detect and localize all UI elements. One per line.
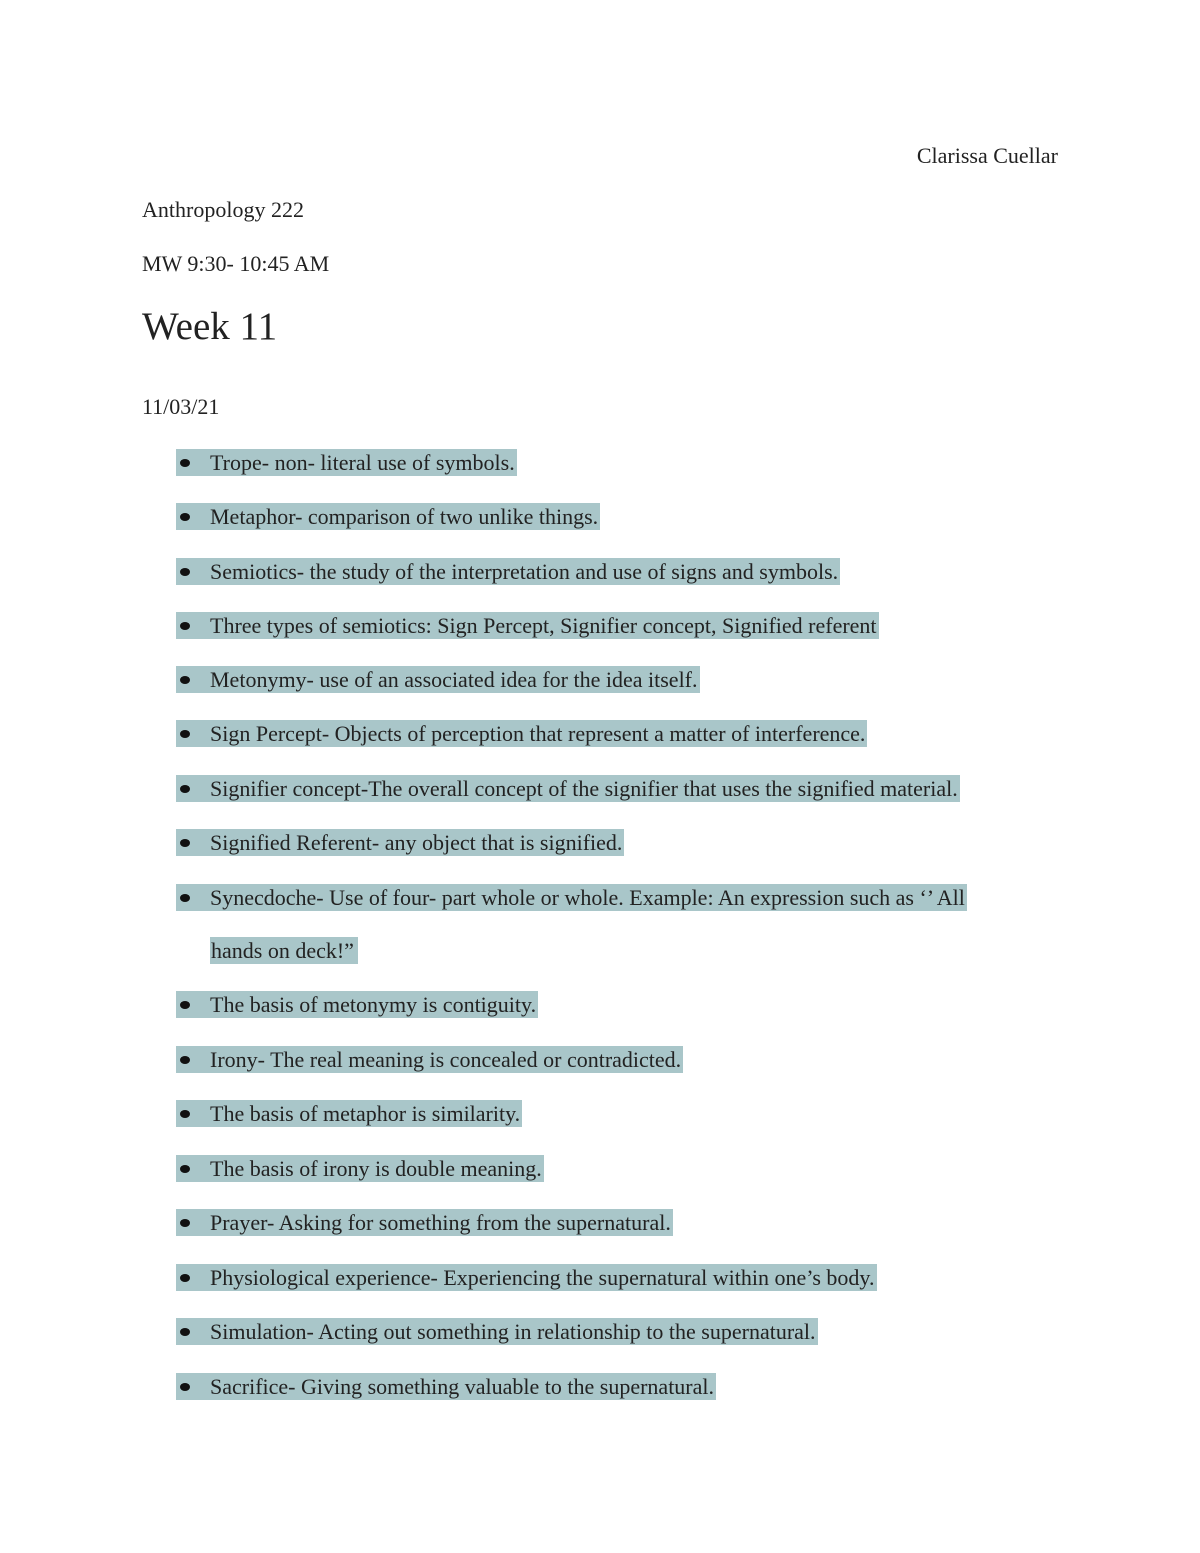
note-text: The basis of metonymy is contiguity. [210,992,537,1017]
note-text: Physiological experience- Experiencing the supernatural within one’s body. [210,1265,875,1290]
list-item [176,1209,673,1236]
note-text: Synecdoche- Use of four- part whole or whole. Example: An expression such as ‘’ All [210,885,965,910]
page-title: Week 11 [142,305,278,348]
note-text: Trope- non- literal use of symbols. [210,450,515,475]
list-item [176,1155,544,1182]
bullet-icon [180,513,190,521]
list-item [176,612,879,639]
list-item [176,1046,683,1073]
bullet-icon [180,1274,190,1282]
list-item [176,720,867,747]
list-item [176,991,538,1018]
note-text: Irony- The real meaning is concealed or contradicted. [210,1047,682,1072]
list-item [176,503,600,530]
list-item [176,558,840,585]
note-text: Metaphor- comparison of two unlike things. [210,504,599,529]
list-item [176,775,960,802]
bullet-icon [180,1001,190,1009]
bullet-icon [180,1383,190,1391]
bullet-icon [180,1219,190,1227]
bullet-icon [180,676,190,684]
list-item [176,884,967,963]
note-text: Signifier concept-The overall concept of the signifier that uses the signified material. [210,776,958,801]
author-name: Clarissa Cuellar [916,143,1058,168]
note-text: Sign Percept- Objects of perception that represent a matter of interference. [210,721,866,746]
note-text: The basis of irony is double meaning. [210,1156,542,1181]
bullet-icon [180,1056,190,1064]
note-text: Semiotics- the study of the interpretation and use of signs and symbols. [210,559,839,584]
note-text: Prayer- Asking for something from the supernatural. [210,1210,671,1235]
bullet-icon [180,730,190,738]
bullet-icon [180,894,190,902]
list-item [176,1100,522,1127]
list-item [176,449,517,476]
note-text-continuation: hands on deck!” [210,937,358,964]
note-date: 11/03/21 [142,394,220,419]
note-text: Signified Referent- any object that is signified. [210,830,623,855]
note-text: Simulation- Acting out something in relationship to the supernatural. [210,1319,816,1344]
bullet-icon [180,459,190,467]
bullet-icon [180,622,190,630]
course-name: Anthropology 222 [142,197,304,222]
list-item [176,666,700,693]
bullet-icon [180,568,190,576]
note-text: Sacrifice- Giving something valuable to the supernatural. [210,1374,715,1399]
note-text: The basis of metaphor is similarity. [210,1101,521,1126]
bullet-icon [180,785,190,793]
list-item [176,1264,877,1291]
list-item [176,829,624,856]
class-schedule: MW 9:30- 10:45 AM [142,251,330,276]
note-text: Three types of semiotics: Sign Percept, Signifier concept, Signified referent [210,613,877,638]
bullet-icon [180,839,190,847]
bullet-icon [180,1165,190,1173]
list-item [176,1318,818,1345]
note-text: Metonymy- use of an associated idea for the idea itself. [210,667,698,692]
bullet-icon [180,1328,190,1336]
bullet-icon [180,1110,190,1118]
list-item [176,1373,716,1400]
